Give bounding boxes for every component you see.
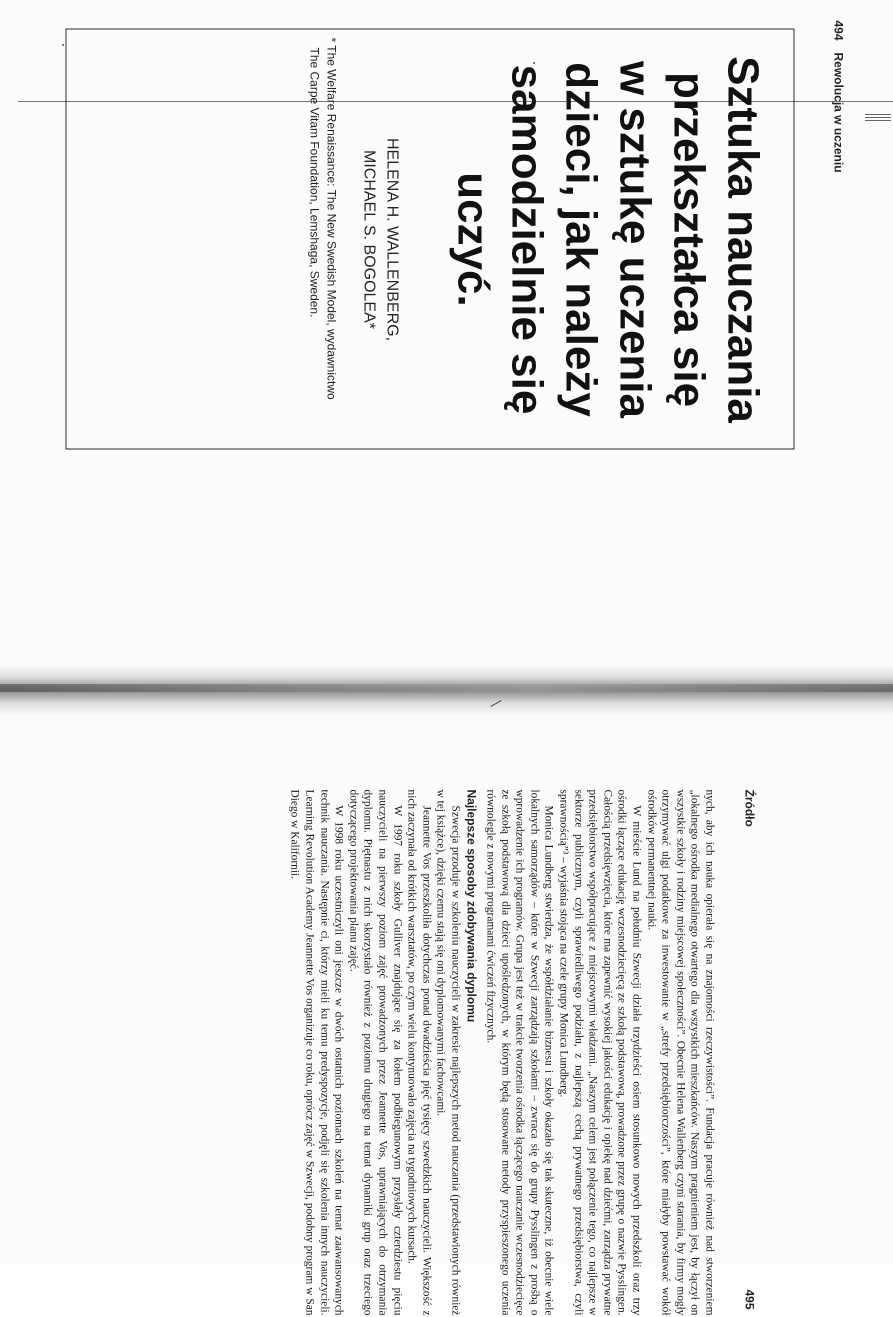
- page-495: [0, 777, 857, 1317]
- paragraph: Jeannette Vos przeszkoliła dotychczas ponad dwadzieścia pięć tysięcy szwedzkich nauczycieli. Większość z nich zaczynała od krótkich warsztatów, po czym wielu kontynuowało zajęcia na tygodniowych kursach.: [405, 789, 433, 1316]
- headline-line: przekształca się: [664, 71, 714, 408]
- headline-line: samodzielnie się: [502, 64, 552, 415]
- page-number: 495: [742, 1289, 757, 1310]
- headline-line: dzieci, jak należy: [556, 62, 606, 417]
- page-header: [737, 790, 757, 1310]
- headline-quote: [446, 40, 770, 440]
- running-title: Rewolucja w uczeniu: [831, 52, 846, 173]
- page-header: [826, 21, 846, 465]
- page-number: 494: [831, 20, 846, 41]
- author-name: HELENA H. WALLENBERG,: [383, 137, 401, 342]
- body-text: [287, 790, 716, 1316]
- footnote-line: * The Welfare Renaissance: The New Swedish Model, wydawnictwo: [324, 37, 339, 400]
- paragraph: W 1998 roku uczestniczyli oni jeszcze w dwóch ostatnich poziomach szkoleń na temat zaawansowanych technik nauczania. Następnie ci, którzy mieli ku temu predyspozycje, podjęli się szkolenia innych nauczycieli. Learning Revolution Academy Jeannette Vos organizuje co roku, oprócz zajęć w Szwecji, podobny program w San Diego w Kalifornii.: [288, 789, 345, 1316]
- section-heading: Najlepsze sposoby zdobywania dyplomu: [465, 789, 479, 1023]
- paragraph: W mieście Lund na południu Szwecji działa trzydzieści osiem stosunkowo nowych przedszkoli oraz trzy ośrodki łączące edukację wczesnodziecięcą ze szkołą podstawową, prowadzone przez grupę o nazwie Pysslingen. Całością przedsięwzięcia, które ma zapewnić wysokiej jakości edukację i opiekę nad dziećmi, zarządza prywatne przedsiębiorstwo współpracujące z miejscowymi władzami. „Naszym celem jest połączenie tego, co najlepsze w sektorze publicznym, czyli sprawiedliwego podziału, z najlepszą cechą prywatnego przedsiębiorstwa, czyli sprawnością”³ – wyjaśnia stojąca na czele grupy Monica Lundberg.: [557, 789, 643, 1316]
- book-spine-fold: [0, 684, 893, 692]
- author-name: MICHAEL S. BOGOLEA*: [360, 149, 378, 329]
- footnote: [306, 38, 340, 443]
- headline-line: uczyć.: [448, 172, 498, 307]
- page-494: [0, 19, 875, 475]
- paragraph: Szwecja przoduje w szkoleniu nauczycieli w zakresie najlepszych metod nauczania (przedstawionych również w tej książce), dzięki czemu stają się oni dyplomowanymi fachowcami.: [434, 789, 462, 1316]
- paragraph: W 1997 roku szkoły Gulliver znajdujące się za kołem podbiegunowym przysłały czterdziestu pięciu nauczycieli na pierwszy poziom zajęć prowadzonych przez Jeannette Vos, uprawniających do otrzymania dyplomu. Piętnastu z nich skorzystało również z poziomu drugiego na temat dynamiki grup oraz trzeciego dotyczącego projektowania planu zajęć.: [347, 789, 404, 1316]
- quote-frame: [66, 29, 795, 450]
- headline-line: Sztuka nauczania: [718, 56, 768, 423]
- headline-line: w sztukę uczenia: [610, 60, 660, 418]
- paragraph: nych, aby ich nauka opierała się na znajomości rzeczywistości”. Fundacja pracuje również nad stworzeniem „lokalnego ośrodka medialnego otwartego dla wszystkich mieszkańców. Naszym pragnieniem jest, by łączył on wszystkie szkoły i rodziny miejscowej społeczności”. Obecnie Helena Wallenberg czyni starania, by firmy mogły otrzymywać ulgi podatkowe za inwestowanie w „strefy przedsiębiorczości”, które miałyby powstawać wokół ośrodków permanentnej nauki.: [645, 789, 716, 1316]
- quote-authors: [358, 40, 404, 440]
- source-label: Źródło: [742, 789, 757, 827]
- paragraph: Monica Lundberg stwierdza, że współdziałanie biznesu i szkoły okazało się tak skuteczne, iż obecnie wiele lokalnych samorządów – które w Szwecji zarządzają szkołami – zwraca się do grupy Pysslingen z prośbą o wprowadzenie ich programów. Grupa jest też w trakcie tworzenia ośrodka łączącego nauczanie wczesnodziecięce ze szkołą podstawową dla dzieci upośledzonych, w którym będą stosowane metody przyspieszonego uczenia równolegle z nowymi programami ćwiczeń fizycznych.: [484, 789, 555, 1316]
- footnote-line: The Carpe Vitam Foundation, Lemshaga, Sweden.: [307, 47, 322, 318]
